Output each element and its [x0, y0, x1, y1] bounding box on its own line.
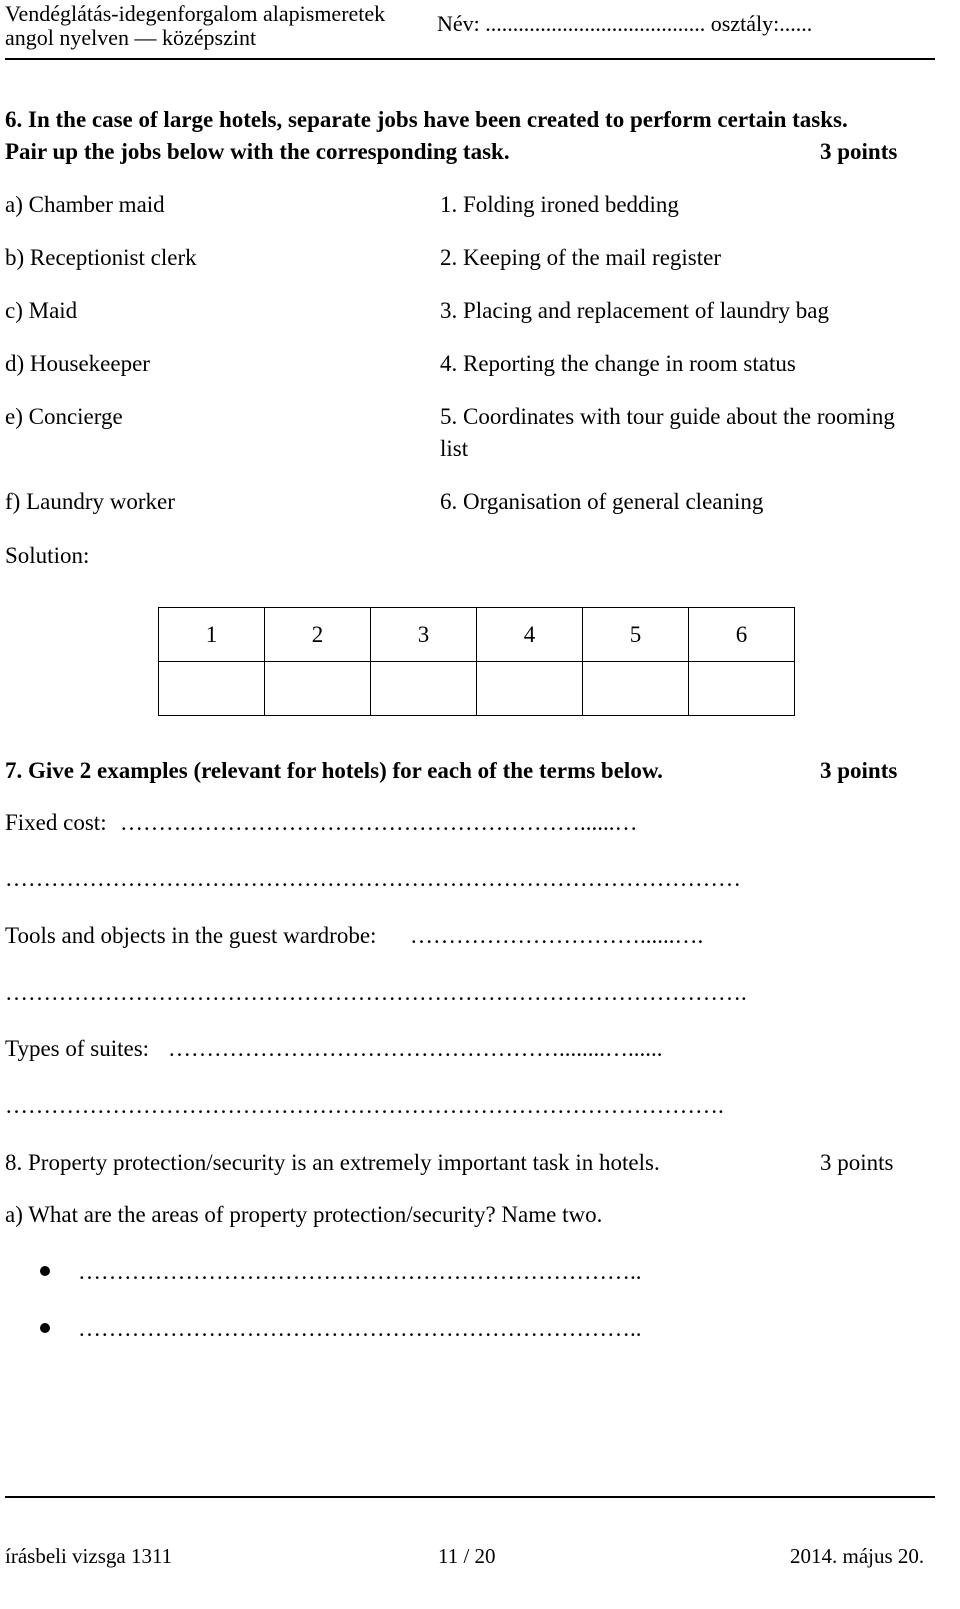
solution-answer-cell[interactable]: [689, 662, 795, 716]
task-item-1: 1. Folding ironed bedding: [440, 192, 679, 217]
header-name-field: Név: ........................................ osztály:......: [437, 11, 813, 36]
fixed-cost-answer-line2[interactable]: ……………………………………………………………………………………: [5, 866, 741, 891]
solution-header-cell: 3: [371, 608, 477, 662]
footer-exam: írásbeli vizsga 1311: [5, 1544, 173, 1568]
job-item-d: d) Housekeeper: [5, 351, 150, 376]
suites-answer-line2[interactable]: ………………………………………………………………………………….: [5, 1093, 724, 1118]
suites-label: Types of suites:: [5, 1036, 150, 1061]
solution-header-cell: 6: [689, 608, 795, 662]
task-item-5-cont: list: [440, 436, 469, 461]
footer-rule: [5, 1496, 935, 1498]
task8-answer-line2[interactable]: ………………………………………………………………..: [78, 1316, 642, 1341]
solution-answer-cell[interactable]: [265, 662, 371, 716]
task8-points: 3 points: [820, 1150, 894, 1175]
solution-answer-cell[interactable]: [159, 662, 265, 716]
footer-date: 2014. május 20.: [790, 1544, 925, 1568]
task-item-3: 3. Placing and replacement of laundry bag: [440, 298, 829, 323]
fixed-cost-label: Fixed cost:: [5, 810, 107, 835]
job-item-a: a) Chamber maid: [5, 192, 165, 217]
fixed-cost-answer-line1[interactable]: ……………………………………………………......…: [120, 810, 638, 835]
footer-page-number: 11 / 20: [438, 1544, 496, 1568]
solution-answer-cell[interactable]: [583, 662, 689, 716]
solution-answer-cell[interactable]: [477, 662, 583, 716]
task8-answer-line1[interactable]: ………………………………………………………………..: [78, 1259, 642, 1284]
solution-answer-row: [159, 662, 795, 716]
bullet-icon: [40, 1266, 50, 1276]
task6-title-line1: 6. In the case of large hotels, separate jobs have been created to perform certain tasks.: [5, 107, 848, 132]
header-subject-line1: Vendéglátás-idegenforgalom alapismeretek: [5, 1, 386, 26]
task8-title: 8. Property protection/security is an extremely important task in hotels.: [5, 1150, 660, 1175]
suites-answer-line1[interactable]: ……………………………………………........…......: [168, 1036, 663, 1061]
job-item-b: b) Receptionist clerk: [5, 245, 197, 270]
wardrobe-answer-line2[interactable]: …………………………………………………………………………………….: [5, 980, 747, 1005]
task7-points: 3 points: [820, 758, 898, 783]
solution-header-cell: 5: [583, 608, 689, 662]
solution-table: [158, 607, 795, 716]
solution-header-cell: 2: [265, 608, 371, 662]
job-item-c: c) Maid: [5, 298, 78, 323]
solution-header-cell: 4: [477, 608, 583, 662]
job-item-e: e) Concierge: [5, 404, 123, 429]
solution-header-row: [159, 608, 795, 662]
task-item-5: 5. Coordinates with tour guide about the rooming: [440, 404, 895, 429]
solution-label: Solution:: [5, 543, 90, 568]
header-rule: [5, 58, 935, 60]
task-item-4: 4. Reporting the change in room status: [440, 351, 796, 376]
job-item-f: f) Laundry worker: [5, 489, 175, 514]
solution-answer-cell[interactable]: [371, 662, 477, 716]
task6-title-line2: Pair up the jobs below with the corresponding task.: [5, 139, 510, 164]
header-subject-line2: angol nyelven — középszint: [5, 25, 257, 50]
wardrobe-label: Tools and objects in the guest wardrobe:: [5, 923, 377, 948]
task6-points: 3 points: [820, 139, 898, 164]
task7-title: 7. Give 2 examples (relevant for hotels) for each of the terms below.: [5, 758, 663, 783]
solution-header-cell: 1: [159, 608, 265, 662]
task-item-2: 2. Keeping of the mail register: [440, 245, 722, 270]
bullet-icon: [40, 1323, 50, 1333]
task-item-6: 6. Organisation of general cleaning: [440, 489, 764, 514]
wardrobe-answer-line1[interactable]: …………………………......….: [410, 923, 704, 948]
task8-question-a: a) What are the areas of property protection/security? Name two.: [5, 1202, 603, 1227]
